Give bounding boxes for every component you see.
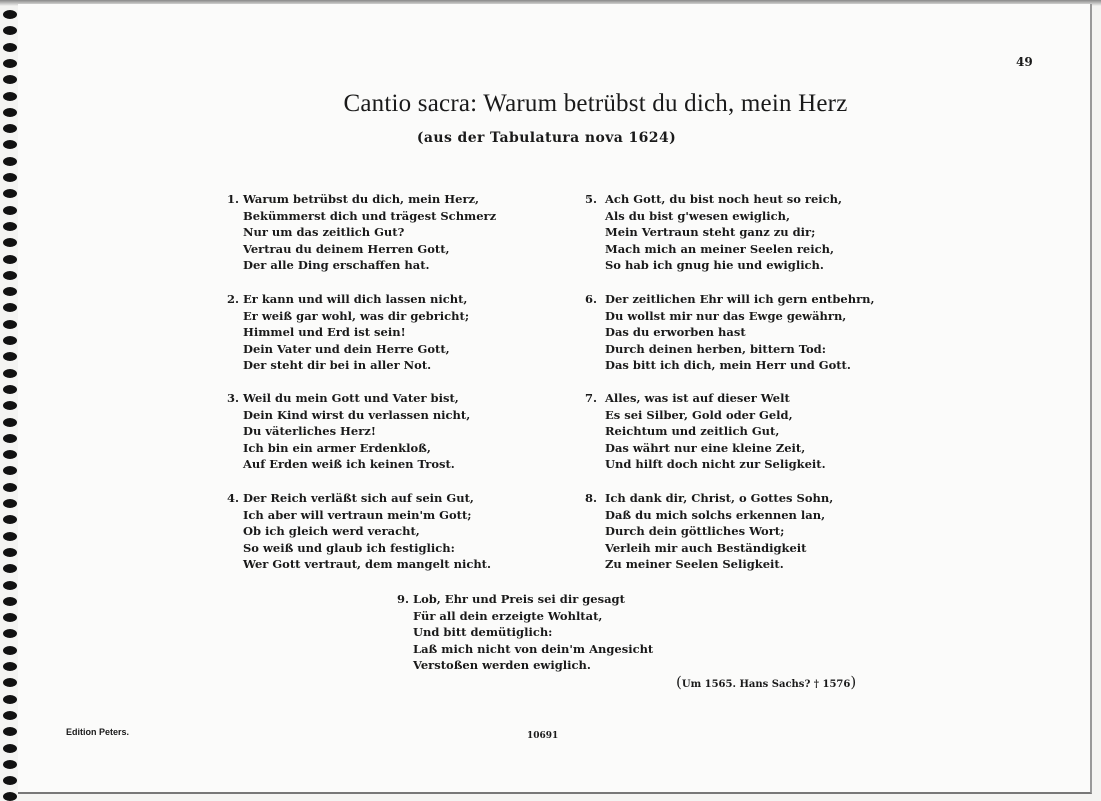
spiral-ring-icon	[3, 564, 17, 573]
spiral-ring-icon	[3, 206, 17, 215]
subtitle-text: (aus der Tabulatura nova 1624)	[416, 130, 677, 146]
verse-line: So weiß und glaub ich festiglich:	[243, 540, 455, 555]
verse-line: Nur um das zeitlich Gut?	[243, 225, 405, 240]
verse-line: Der Reich verläßt sich auf sein Gut,	[243, 491, 474, 505]
stanza-number: 4.	[227, 491, 240, 505]
spiral-ring-icon	[3, 711, 17, 720]
spiral-ring-icon	[3, 222, 17, 231]
verse-line: Mach mich an meiner Seelen reich,	[605, 241, 834, 256]
stanza	[227, 490, 491, 573]
verse-line: Und bitt demütiglich:	[413, 625, 553, 640]
spiral-ring-icon	[3, 303, 17, 312]
book-page	[18, 4, 1092, 794]
spiral-ring-icon	[3, 629, 17, 638]
spiral-ring-icon	[3, 597, 17, 606]
attribution: (Um 1565. Hans Sachs? † 1576)	[676, 673, 857, 691]
verse-line: Verleih mir auch Beständigkeit	[605, 540, 807, 555]
stanza	[227, 191, 497, 274]
spiral-ring-icon	[3, 320, 17, 329]
spiral-ring-icon	[3, 646, 17, 655]
spiral-ring-icon	[3, 336, 17, 345]
spiral-ring-icon	[3, 499, 17, 508]
spiral-ring-icon	[3, 43, 17, 52]
spiral-ring-icon	[3, 287, 17, 296]
verse-line: Ach Gott, du bist noch heut so reich,	[605, 192, 843, 206]
spiral-ring-icon	[3, 450, 17, 459]
page-title	[0, 90, 1101, 118]
verse-line: Dein Kind wirst du verlassen nicht,	[243, 407, 471, 422]
spiral-ring-icon	[3, 434, 17, 443]
verse-line: So hab ich gnug hie und ewiglich.	[605, 258, 824, 273]
verse-line: Verstoßen werden ewiglich.	[413, 658, 591, 673]
spiral-ring-icon	[3, 385, 17, 394]
verse-line: Er kann und will dich lassen nicht,	[243, 292, 468, 306]
verse-line: Du wollst mir nur das Ewge gewährn,	[605, 308, 847, 323]
stanza-number: 5.	[585, 192, 598, 206]
spiral-ring-icon	[3, 173, 17, 182]
verse-line: Laß mich nicht von dein'm Angesicht	[413, 641, 654, 656]
stanza-number: 1.	[227, 192, 240, 206]
spiral-ring-icon	[3, 401, 17, 410]
spiral-ring-icon	[3, 369, 17, 378]
verse-line: Das währt nur eine kleine Zeit,	[605, 440, 806, 455]
verse-line: Und hilft doch nicht zur Seligkeit.	[605, 457, 826, 472]
verse-line: Du väterliches Herz!	[243, 424, 376, 439]
spiral-ring-icon	[3, 515, 17, 524]
spiral-ring-icon	[3, 727, 17, 736]
verse-line: Für all dein erzeigte Wohltat,	[413, 608, 603, 623]
verse-line: Bekümmerst dich und trägest Schmerz	[243, 208, 497, 223]
verse-line: Er weiß gar wohl, was dir gebricht;	[243, 308, 470, 323]
stanza	[585, 490, 834, 573]
stanza-number: 2.	[227, 292, 240, 306]
stanza	[227, 390, 471, 473]
verse-line: Lob, Ehr und Preis sei dir gesagt	[413, 592, 625, 606]
stanza	[585, 390, 826, 473]
subtitle	[0, 130, 1101, 146]
spiral-ring-icon	[3, 744, 17, 753]
verse-line: Weil du mein Gott und Vater bist,	[243, 391, 459, 405]
verse-line: Dein Vater und dein Herre Gott,	[243, 341, 450, 356]
spiral-ring-icon	[3, 418, 17, 427]
publisher-footer: Edition Peters.	[66, 727, 130, 737]
verse-line: Daß du mich solchs erkennen lan,	[605, 507, 826, 522]
verse-line: Der alle Ding erschaffen hat.	[243, 258, 430, 273]
plate-number: 10691	[527, 731, 559, 741]
verse-line: Warum betrübst du dich, mein Herz,	[243, 192, 480, 206]
spiral-ring-icon	[3, 581, 17, 590]
spiral-ring-icon	[3, 678, 17, 687]
verse-line: Der zeitlichen Ehr will ich gern entbehrn,	[605, 292, 875, 306]
spiral-ring-icon	[3, 483, 17, 492]
stanza-number: 6.	[585, 292, 598, 306]
spiral-ring-icon	[3, 760, 17, 769]
verse-line: Himmel und Erd ist sein!	[243, 325, 406, 340]
stanza-number: 3.	[227, 391, 240, 405]
spiral-ring-icon	[3, 59, 17, 68]
verse-line: Durch dein göttliches Wort;	[605, 524, 785, 539]
verse-line: Das du erworben hast	[605, 325, 746, 340]
verse-line: Ich dank dir, Christ, o Gottes Sohn,	[605, 491, 834, 505]
spiral-ring-icon	[3, 10, 17, 19]
verse-line: Ich bin ein armer Erdenkloß,	[243, 440, 431, 455]
verse-line: Mein Vertraun steht ganz zu dir;	[605, 225, 816, 240]
stanza	[585, 191, 843, 274]
verse-line: Alles, was ist auf dieser Welt	[605, 391, 790, 405]
title-text: Cantio sacra: Warum betrübst du dich, mein Herz	[343, 90, 848, 117]
verse-line: Das bitt ich dich, mein Herr und Gott.	[605, 358, 851, 373]
verse-line: Der steht dir bei in aller Not.	[243, 358, 432, 373]
stanza	[227, 291, 470, 374]
verse-line: Auf Erden weiß ich keinen Trost.	[243, 457, 455, 472]
stanza	[585, 291, 875, 374]
spiral-ring-icon	[3, 26, 17, 35]
verse-line: Ich aber will vertraun mein'm Gott;	[243, 507, 472, 522]
spiral-ring-icon	[3, 271, 17, 280]
verse-line: Zu meiner Seelen Seligkeit.	[605, 557, 784, 572]
spiral-ring-icon	[3, 352, 17, 361]
spiral-binding	[0, 0, 22, 800]
verse-line: Vertrau du deinem Herren Gott,	[243, 241, 450, 256]
stanza-number: 7.	[585, 391, 598, 405]
spiral-ring-icon	[3, 613, 17, 622]
spiral-ring-icon	[3, 532, 17, 541]
page-number: 49	[1016, 55, 1033, 69]
spiral-ring-icon	[3, 157, 17, 166]
stanza-number: 9.	[397, 592, 410, 606]
spiral-ring-icon	[3, 466, 17, 475]
verse-line: Ob ich gleich werd veracht,	[243, 524, 420, 539]
spiral-ring-icon	[3, 189, 17, 198]
spiral-ring-icon	[3, 238, 17, 247]
spiral-ring-icon	[3, 548, 17, 557]
stanza	[397, 591, 654, 674]
spiral-ring-icon	[3, 255, 17, 264]
verse-line: Als du bist g'wesen ewiglich,	[605, 208, 791, 223]
verse-line: Es sei Silber, Gold oder Geld,	[605, 407, 793, 422]
verse-line: Reichtum und zeitlich Gut,	[605, 424, 780, 439]
spiral-ring-icon	[3, 776, 17, 785]
attribution-text: Um 1565. Hans Sachs? † 1576	[681, 679, 851, 690]
verse-line: Durch deinen herben, bittern Tod:	[605, 341, 826, 356]
spiral-ring-icon	[3, 695, 17, 704]
spiral-ring-icon	[3, 662, 17, 671]
verse-line: Wer Gott vertraut, dem mangelt nicht.	[243, 557, 491, 572]
spiral-ring-icon	[3, 75, 17, 84]
stanza-number: 8.	[585, 491, 598, 505]
